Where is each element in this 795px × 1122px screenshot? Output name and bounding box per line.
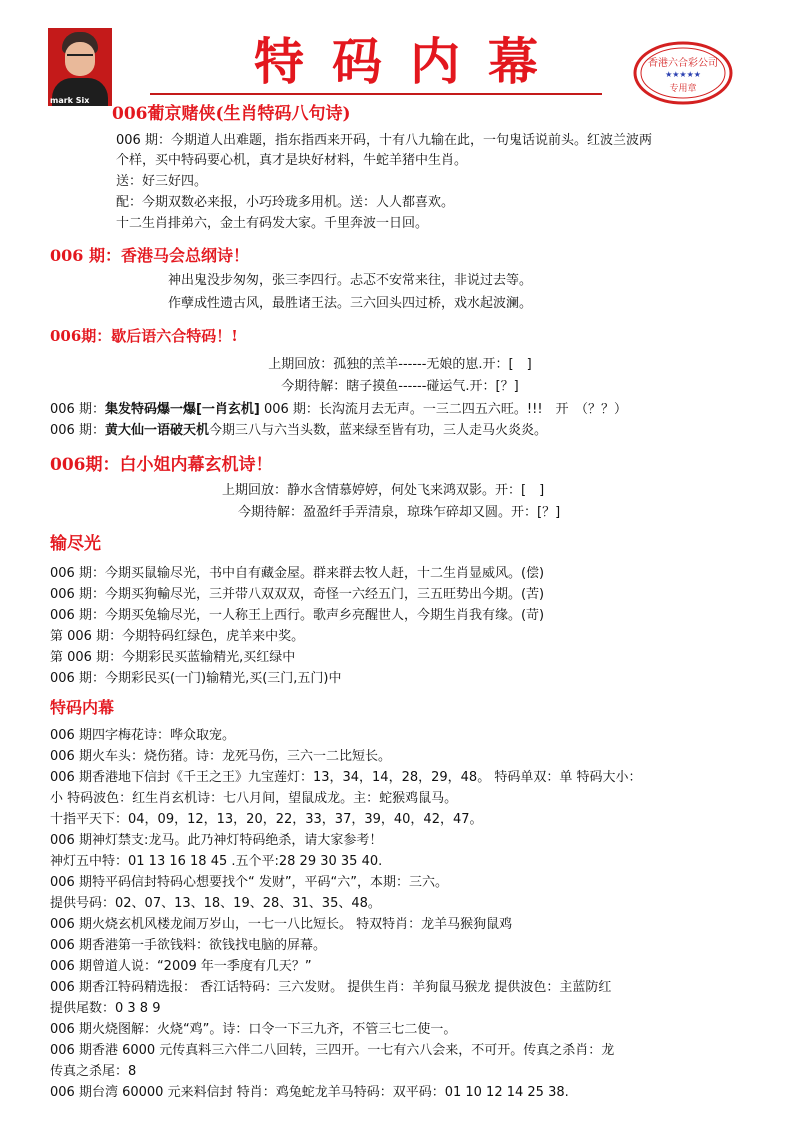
section-title-horse-club: 006 期：香港马会总纲诗！ (50, 246, 249, 265)
s6-line: 006 期火烧玄机风楼龙闹万岁山，一七一八比短长。 特双特肖：龙羊马猴狗鼠鸡 (50, 917, 513, 932)
s3-solve: 今期待解：瞎子摸鱼------碰运气.开：[？] (281, 379, 519, 394)
s1-line: 十二生肖排弟六，金土有码发大家。千里奔波一日回。 (116, 216, 429, 231)
seal-text-bottom: 专用章 (669, 84, 697, 94)
section-title-inside-story: 特码内幕 (50, 698, 115, 717)
official-seal-icon (632, 40, 734, 106)
page-title: 特码内幕 (254, 32, 566, 91)
title-rule (150, 93, 602, 95)
s5-line: 006 期：今期彩民买(一门)输精光,买(三门,五门)中 (50, 671, 342, 686)
s3-row-text: 006 期：长沟流月去无声。一三二四五六旺。!!! 开 （？？） (259, 402, 628, 417)
s6-line: 006 期特平码信封特码心想要找个“ 发财”，平码“六”，本期：三六。 (50, 875, 449, 890)
s1-line: 送：好三好四。 (116, 174, 208, 189)
s6-line: 提供尾数：0 3 8 9 (50, 1001, 161, 1016)
s3-row-highlight: 黄大仙一语破天机 (104, 423, 209, 438)
s1-line: 配：今期双数必来报，小巧玲珑多用机。送：人人都喜欢。 (116, 195, 455, 210)
photo-watermark: mark Six (50, 96, 90, 105)
s6-line: 006 期火烧图解：火烧“鸡”。诗：口令一下三九齐，不管三七二使一。 (50, 1022, 457, 1037)
s6-line: 006 期香江特码精选报： 香江话特码：三六发财。 提供生肖：羊狗鼠马猴龙 提供波色：主蓝防红 (50, 980, 612, 995)
s6-line: 十指平天下：04，09，12，13，20，22，33，37，39，40，42，47。 (50, 812, 483, 827)
section-title-lose-all: 输尽光 (50, 534, 101, 554)
s6-line: 006 期香港地下信封《千王之王》九宝莲灯：13，34，14，28，29，48。 特码单双：单 特码大小： (50, 770, 642, 785)
seal-text-top: 香港六合彩公司 (648, 58, 718, 69)
s3-row-prefix: 006 期： (50, 423, 105, 438)
s3-recall: 上期回放：孤独的羔羊------无娘的崽.开：[ ] (268, 357, 532, 372)
s3-row (50, 400, 627, 420)
author-photo (48, 28, 112, 106)
s6-line: 提供号码：02、07、13、18、19、28、31、35、48。 (50, 896, 381, 911)
s5-line: 006 期：今期买兔输尽光，一人称王上西行。歌声乡亮醒世人，今期生肖我有缘。(苛) (50, 608, 545, 623)
s4-recall: 上期回放：静水含情慕婷婷，何处飞来鸿双影。开：[ ] (222, 483, 545, 498)
s6-line: 006 期香港 6000 元传真料三六伴二八回转，三四开。一七有六八会来，不可开。传真之杀肖：龙 (50, 1043, 615, 1058)
s5-line: 第 006 期：今期特码红绿色，虎羊来中奖。 (50, 629, 305, 644)
s6-line: 006 期神灯禁支:龙马。此乃神灯特码绝杀，请大家参考！ (50, 833, 383, 848)
s3-row (50, 421, 547, 441)
s6-line: 小 特码波色：红生肖玄机诗：七八月间，望鼠成龙。主：蛇猴鸡鼠马。 (50, 791, 458, 806)
s6-line: 神灯五中特：01 13 16 18 45 .五个平:28 29 30 35 40. (50, 854, 383, 869)
s6-line: 006 期台湾 60000 元来料信封 特肖：鸡兔蛇龙羊马特码：双平码：01 10 12 14 25 38. (50, 1085, 569, 1100)
s6-list (50, 726, 750, 1104)
s1-line: 006 期：今期道人出难题，指东指西来开码，十有八九输在此，一句鬼话说前头。红波兰波两 (116, 133, 652, 148)
s2-poem-line: 神出鬼没步匆匆，张三李四行。忐忑不安常来往，非说过去等。 (168, 273, 533, 288)
s5-line: 006 期：今期买鼠输尽光，书中自有藏金屋。群来群去牧人赶，十二生肖显威风。(偿) (50, 566, 545, 581)
s4-solve: 今期待解：盈盈纤手弄清泉，琼珠乍碎却又圆。开：[？] (238, 505, 561, 520)
s6-line: 006 期曾道人说：“2009 年一季度有几天？” (50, 959, 312, 974)
section-title-pujing: 006葡京赌侠(生肖特码八句诗) (112, 104, 351, 124)
s2-poem-line: 作孽成性遗古风，最胜诸王法。三六回头四过桥，戏水起波澜。 (168, 296, 533, 311)
s6-line: 传真之杀尾：8 (50, 1064, 137, 1079)
s6-line: 006 期香港第一手欲钱料：欲钱找电脑的屏幕。 (50, 938, 326, 953)
svg-text:★★★★★: ★★★★★ (665, 70, 701, 79)
section-title-bai-xiaojie: 006期：白小姐内幕玄机诗！ (50, 455, 273, 475)
s3-row-prefix: 006 期： (50, 402, 105, 417)
s6-line: 006 期火车头：烧伤猪。诗：龙死马伤，三六一二比短长。 (50, 749, 391, 764)
s5-line: 第 006 期：今期彩民买蓝输精光,买红绿中 (50, 650, 296, 665)
s5-line: 006 期：今期买狗輸尽光，三并带八双双双，奇怪一六经五门，三五旺势出今期。(苦) (50, 587, 545, 602)
s3-row-text: 今期三八与六当头数，蓝来绿至皆有功，三人走马火炎炎。 (208, 423, 547, 438)
s6-line: 006 期四字梅花诗：哗众取宠。 (50, 728, 235, 743)
section-title-xiehouyu: 006期：歇后语六合特码！! (50, 327, 238, 345)
s3-row-highlight: 集发特码爆一爆[一肖玄机] (104, 402, 260, 417)
s1-line: 个样，买中特码要心机，真才是块好材料，牛蛇羊猪中生肖。 (116, 153, 468, 168)
